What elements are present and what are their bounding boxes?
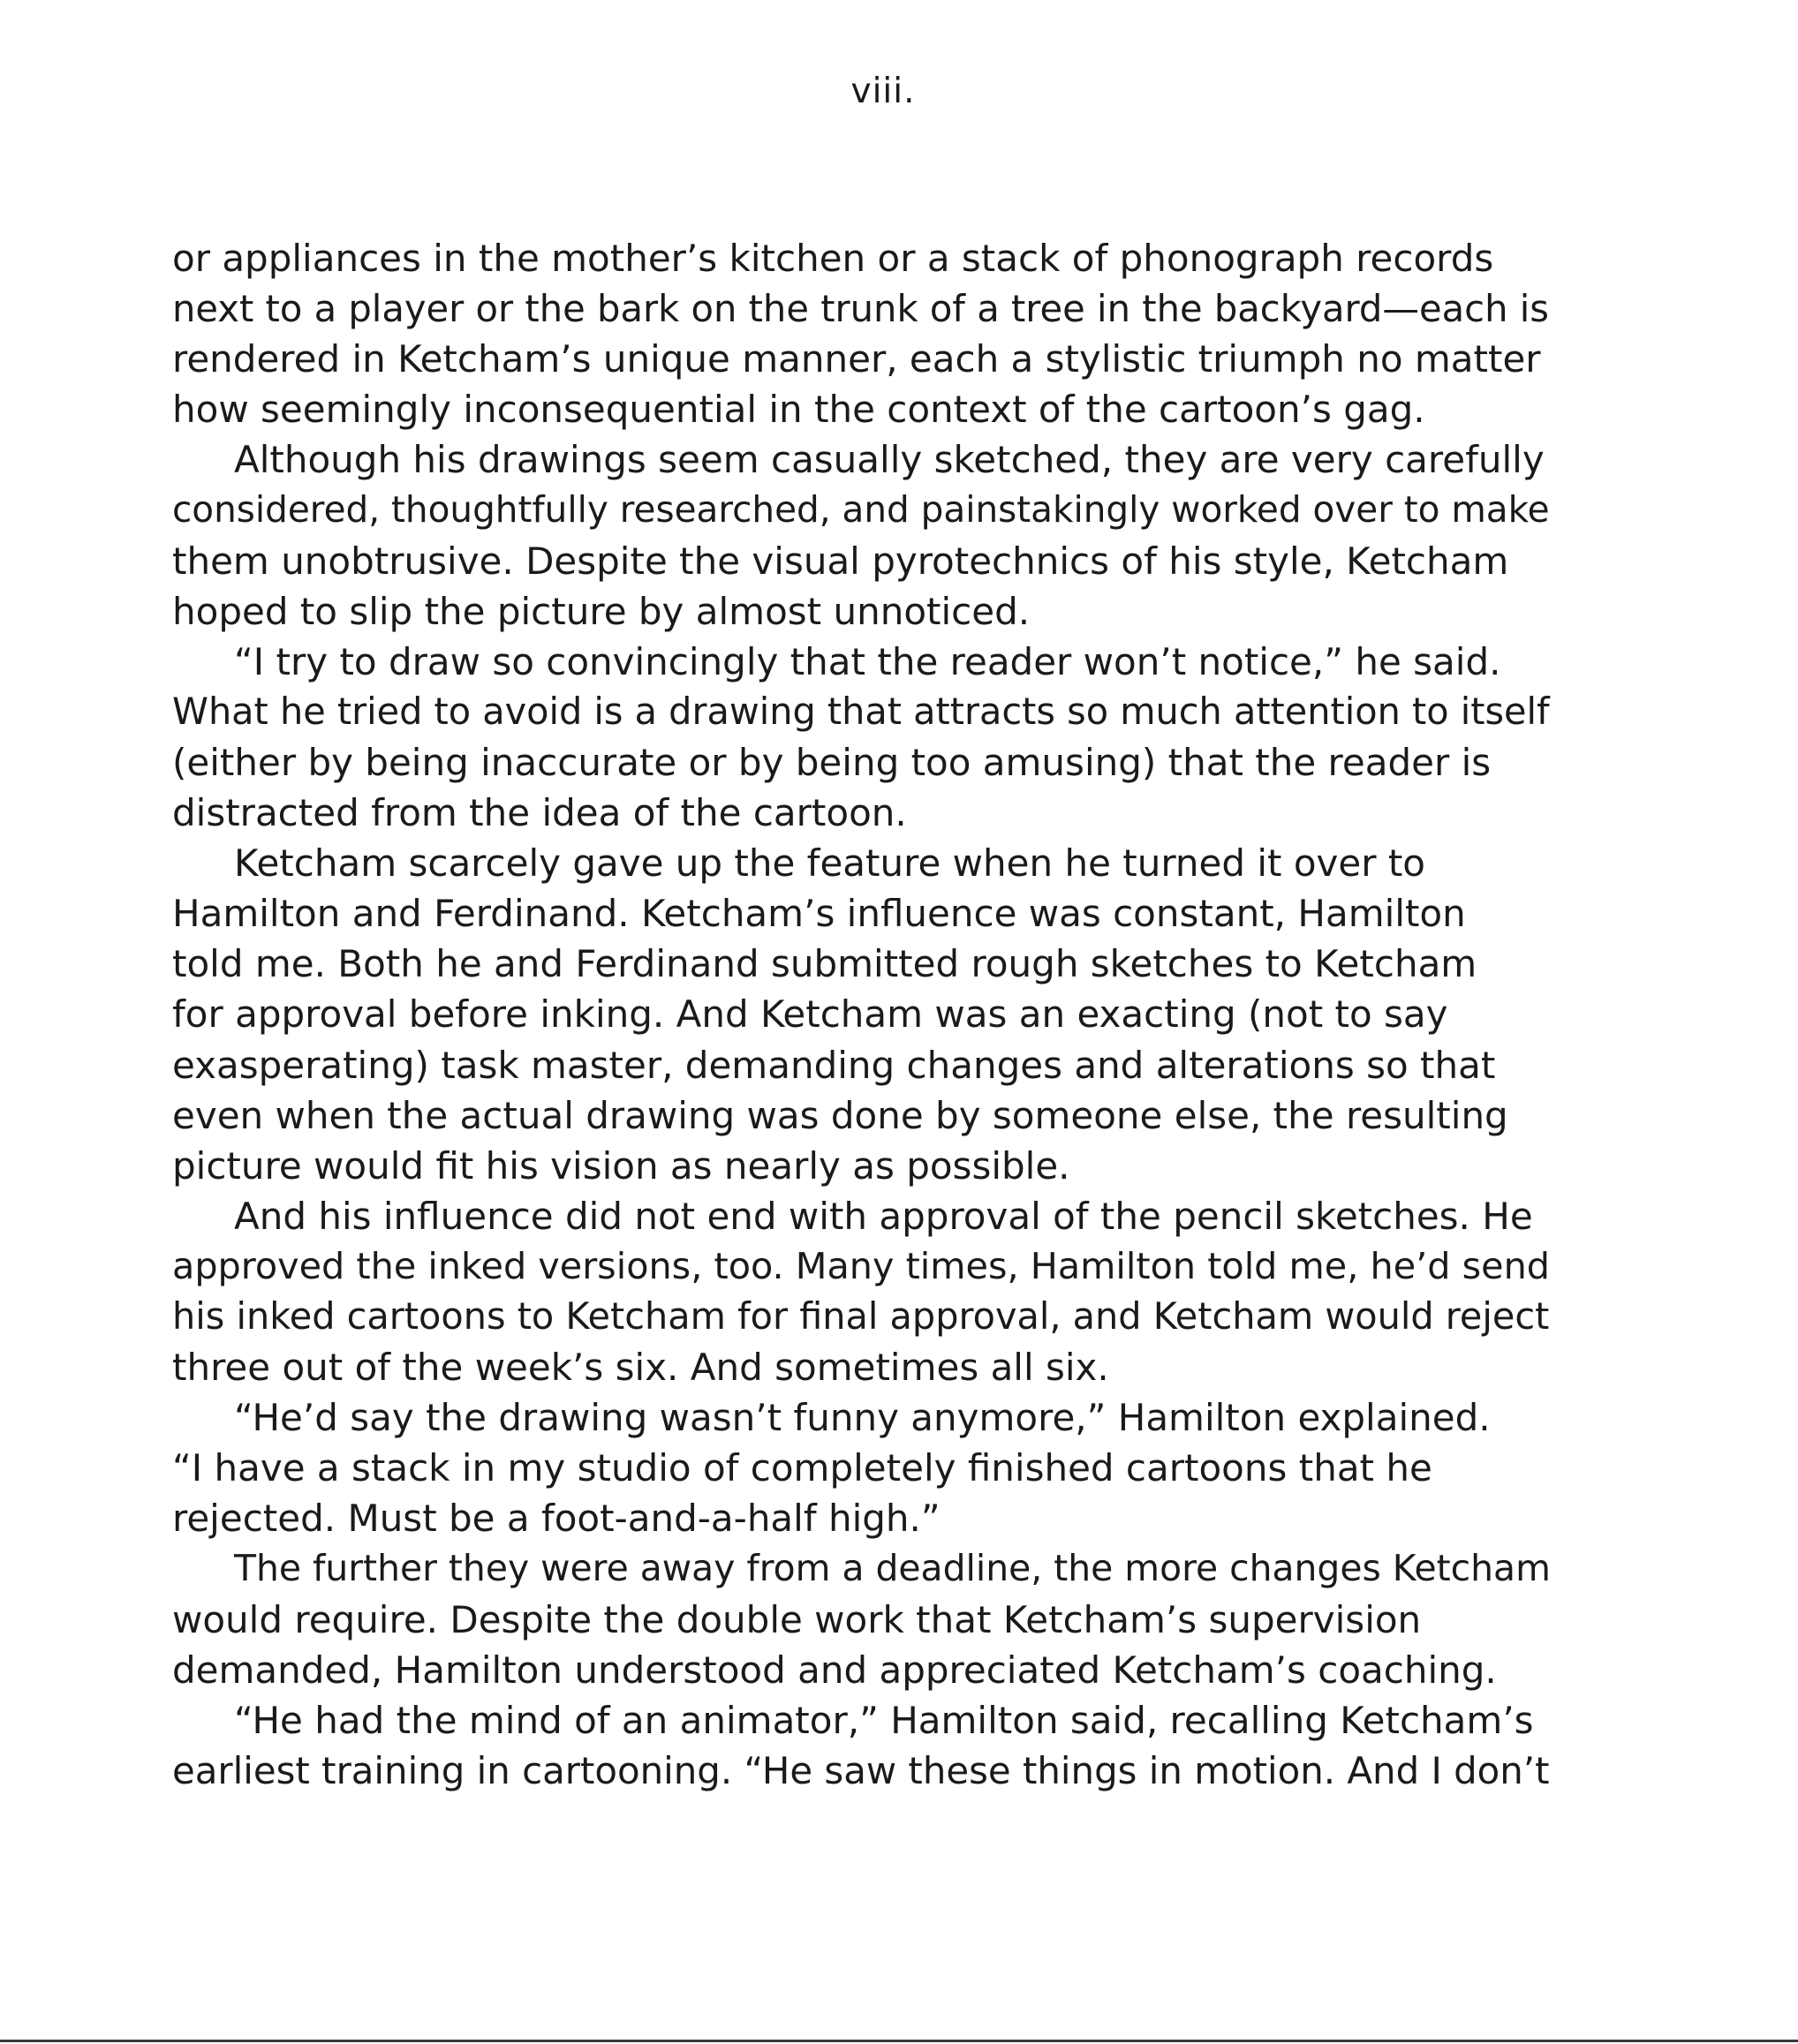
text-line: hoped to slip the picture by almost unnoticed. — [172, 589, 1031, 633]
text-line: rejected. Must be a foot-and-a-half high.” — [172, 1497, 941, 1541]
text-line: for approval before inking. And Ketcham was an exacting (not to say — [172, 992, 1448, 1037]
text-line: even when the actual drawing was done by someone else, the resulting — [172, 1093, 1508, 1137]
text-line: “He had the mind of an animator,” Hamilton said, recalling Ketcham’s — [234, 1698, 1534, 1742]
text-line: told me. Both he and Ferdinand submitted rough sketches to Ketcham — [172, 942, 1477, 986]
text-line: his inked cartoons to Ketcham for final approval, and Ketcham would reject — [172, 1294, 1550, 1338]
text-line: or appliances in the mother’s kitchen or a stack of phonograph records — [172, 237, 1494, 280]
page-number: viii. — [850, 72, 916, 111]
text-line: “He’d say the drawing wasn’t funny anymore,” Hamilton explained. — [234, 1396, 1491, 1440]
text-line: would require. Despite the double work that Ketcham’s supervision — [172, 1597, 1422, 1641]
body-text — [172, 233, 1550, 1796]
text-line: them unobtrusive. Despite the visual pyrotechnics of his style, Ketcham — [172, 539, 1509, 583]
text-line: next to a player or the bark on the trunk of a tree in the backyard—each is — [172, 287, 1549, 331]
text-line: Ketcham scarcely gave up the feature when he turned it over to — [234, 841, 1426, 886]
text-line: What he tried to avoid is a drawing that attracts so much attention to itself — [172, 690, 1550, 733]
text-line: how seemingly inconsequential in the context of the cartoon’s gag. — [172, 388, 1425, 432]
text-line: picture would fit his vision as nearly as possible. — [172, 1143, 1070, 1188]
text-line: demanded, Hamilton understood and appreciated Ketcham’s coaching. — [172, 1648, 1497, 1692]
text-line: Hamilton and Ferdinand. Ketcham’s influence was constant, Hamilton — [172, 892, 1466, 936]
text-line: distracted from the idea of the cartoon. — [172, 791, 907, 835]
text-line: exasperating) task master, demanding changes and alterations so that — [172, 1043, 1496, 1087]
text-line: rendered in Ketcham’s unique manner, each a stylistic triumph no matter — [172, 337, 1541, 381]
text-line: Although his drawings seem casually sketched, they are very carefully — [234, 438, 1545, 482]
text-line: earliest training in cartooning. “He saw these things in motion. And I don’t — [172, 1748, 1550, 1792]
text-line: three out of the week’s six. And sometimes all six. — [172, 1346, 1109, 1390]
text-line: “I try to draw so convincingly that the reader won’t notice,” he said. — [234, 639, 1501, 683]
text-line: (either by being inaccurate or by being too amusing) that the reader is — [172, 740, 1492, 784]
text-line: And his influence did not end with approval of the pencil sketches. He — [234, 1194, 1533, 1238]
bottom-divider — [0, 2040, 1798, 2042]
text-line: The further they were away from a deadline, the more changes Ketcham — [234, 1547, 1551, 1590]
text-line: considered, thoughtfully researched, and painstakingly worked over to make — [172, 488, 1550, 532]
text-line: “I have a stack in my studio of completely finished cartoons that he — [172, 1446, 1432, 1490]
text-line: approved the inked versions, too. Many times, Hamilton told me, he’d send — [172, 1244, 1551, 1287]
